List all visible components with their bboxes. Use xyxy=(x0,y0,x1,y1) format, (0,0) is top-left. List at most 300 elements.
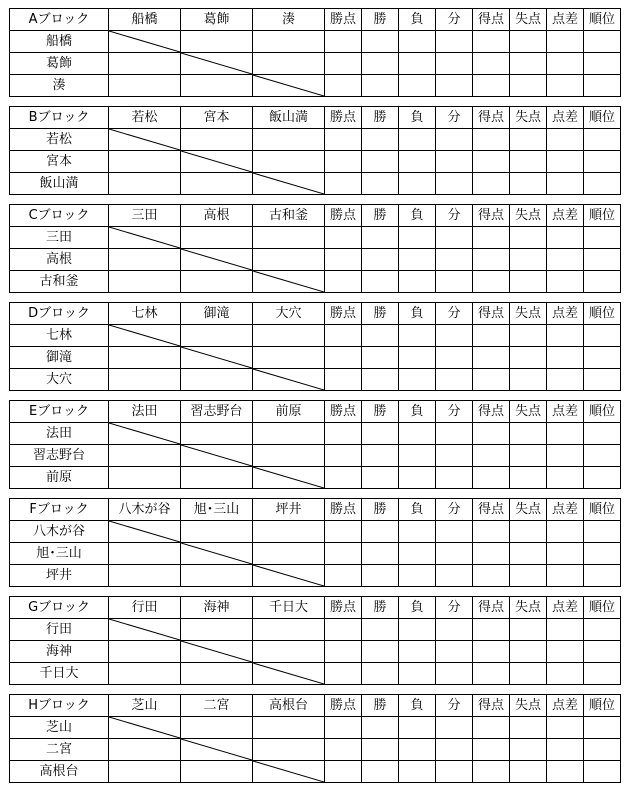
stat-value-cell[interactable] xyxy=(399,641,436,663)
stat-value-cell[interactable] xyxy=(325,75,362,97)
team-column-header: 宮本 xyxy=(181,107,253,129)
stat-value-cell[interactable] xyxy=(510,271,547,293)
self-match-cell[interactable] xyxy=(109,325,181,347)
stat-value-cell[interactable] xyxy=(325,53,362,75)
match-result-cell[interactable] xyxy=(253,227,325,249)
stat-value-cell[interactable] xyxy=(473,739,510,761)
stat-value-cell[interactable] xyxy=(436,663,473,685)
stat-value-cell[interactable] xyxy=(362,31,399,53)
match-result-cell[interactable] xyxy=(181,31,253,53)
stat-value-cell[interactable] xyxy=(362,663,399,685)
match-result-cell[interactable] xyxy=(109,761,181,783)
self-match-cell[interactable] xyxy=(253,467,325,489)
match-result-cell[interactable] xyxy=(253,129,325,151)
match-result-cell[interactable] xyxy=(253,325,325,347)
team-row-name: 海神 xyxy=(10,641,109,663)
stat-value-cell[interactable] xyxy=(547,619,584,641)
self-match-cell[interactable] xyxy=(181,641,253,663)
match-result-cell[interactable] xyxy=(181,129,253,151)
stat-value-cell[interactable] xyxy=(584,173,621,195)
self-match-cell[interactable] xyxy=(181,249,253,271)
stat-value-cell[interactable] xyxy=(436,151,473,173)
match-result-cell[interactable] xyxy=(181,717,253,739)
team-column-header: 葛飾 xyxy=(181,9,253,31)
stat-value-cell[interactable] xyxy=(436,641,473,663)
stat-value-cell[interactable] xyxy=(436,445,473,467)
match-result-cell[interactable] xyxy=(109,565,181,587)
match-result-cell[interactable] xyxy=(109,467,181,489)
stat-value-cell[interactable] xyxy=(436,565,473,587)
stat-value-cell[interactable] xyxy=(547,369,584,391)
self-match-cell[interactable] xyxy=(253,565,325,587)
stat-value-cell[interactable] xyxy=(584,445,621,467)
stat-value-cell[interactable] xyxy=(325,445,362,467)
stat-value-cell[interactable] xyxy=(473,129,510,151)
match-result-cell[interactable] xyxy=(109,249,181,271)
stat-value-cell[interactable] xyxy=(325,717,362,739)
stat-value-cell[interactable] xyxy=(510,445,547,467)
stat-value-cell[interactable] xyxy=(399,173,436,195)
match-result-cell[interactable] xyxy=(181,423,253,445)
stat-value-cell[interactable] xyxy=(547,521,584,543)
stat-value-cell[interactable] xyxy=(547,75,584,97)
stat-value-cell[interactable] xyxy=(436,129,473,151)
stat-value-cell[interactable] xyxy=(325,521,362,543)
team-column-header: 高根台 xyxy=(253,695,325,717)
stat-value-cell[interactable] xyxy=(325,129,362,151)
stat-value-cell[interactable] xyxy=(510,75,547,97)
self-match-cell[interactable] xyxy=(253,761,325,783)
self-match-cell[interactable] xyxy=(109,423,181,445)
team-column-header: 旭･三山 xyxy=(181,499,253,521)
stat-value-cell[interactable] xyxy=(584,717,621,739)
stat-value-cell[interactable] xyxy=(547,31,584,53)
stat-value-cell[interactable] xyxy=(473,347,510,369)
stat-value-cell[interactable] xyxy=(325,271,362,293)
match-result-cell[interactable] xyxy=(181,663,253,685)
stat-value-cell[interactable] xyxy=(399,75,436,97)
stat-value-cell[interactable] xyxy=(584,75,621,97)
stat-value-cell[interactable] xyxy=(325,663,362,685)
self-match-cell[interactable] xyxy=(253,75,325,97)
self-match-cell[interactable] xyxy=(253,369,325,391)
stat-value-cell[interactable] xyxy=(510,641,547,663)
stat-value-cell[interactable] xyxy=(473,271,510,293)
stat-value-cell[interactable] xyxy=(547,249,584,271)
stat-value-cell[interactable] xyxy=(510,565,547,587)
stat-value-cell[interactable] xyxy=(547,227,584,249)
stat-value-cell[interactable] xyxy=(399,445,436,467)
match-result-cell[interactable] xyxy=(253,619,325,641)
match-result-cell[interactable] xyxy=(181,271,253,293)
team-row xyxy=(10,521,621,543)
stat-value-cell[interactable] xyxy=(547,445,584,467)
stat-value-cell[interactable] xyxy=(510,521,547,543)
stat-value-cell[interactable] xyxy=(473,173,510,195)
stat-value-cell[interactable] xyxy=(436,75,473,97)
team-column-header: 前原 xyxy=(253,401,325,423)
diagonal-slash xyxy=(253,75,324,96)
match-result-cell[interactable] xyxy=(253,739,325,761)
stat-value-cell[interactable] xyxy=(399,543,436,565)
stat-value-cell[interactable] xyxy=(436,423,473,445)
stat-value-cell[interactable] xyxy=(584,739,621,761)
stat-value-cell[interactable] xyxy=(362,445,399,467)
match-result-cell[interactable] xyxy=(109,151,181,173)
stat-value-cell[interactable] xyxy=(547,151,584,173)
stat-value-cell[interactable] xyxy=(436,227,473,249)
stat-value-cell[interactable] xyxy=(399,249,436,271)
stat-value-cell[interactable] xyxy=(584,271,621,293)
stat-value-cell[interactable] xyxy=(547,717,584,739)
team-column-header: 海神 xyxy=(181,597,253,619)
match-result-cell[interactable] xyxy=(253,543,325,565)
stat-value-cell[interactable] xyxy=(399,739,436,761)
stat-value-cell[interactable] xyxy=(584,151,621,173)
diagonal-slash xyxy=(253,271,324,292)
stat-value-cell[interactable] xyxy=(362,543,399,565)
match-result-cell[interactable] xyxy=(253,521,325,543)
self-match-cell[interactable] xyxy=(109,129,181,151)
stat-value-cell[interactable] xyxy=(510,227,547,249)
stat-value-cell[interactable] xyxy=(473,565,510,587)
stat-value-cell[interactable] xyxy=(362,325,399,347)
stat-value-cell[interactable] xyxy=(510,53,547,75)
self-match-cell[interactable] xyxy=(181,739,253,761)
stat-value-cell[interactable] xyxy=(399,717,436,739)
stat-value-cell[interactable] xyxy=(473,467,510,489)
stat-value-cell[interactable] xyxy=(510,619,547,641)
self-match-cell[interactable] xyxy=(109,717,181,739)
stat-value-cell[interactable] xyxy=(325,423,362,445)
stat-value-cell[interactable] xyxy=(510,423,547,445)
match-result-cell[interactable] xyxy=(109,445,181,467)
stat-value-cell[interactable] xyxy=(362,717,399,739)
stat-value-cell[interactable] xyxy=(436,619,473,641)
block-label: Fブロック xyxy=(10,499,109,521)
stat-value-cell[interactable] xyxy=(399,227,436,249)
block-label: Gブロック xyxy=(10,597,109,619)
match-result-cell[interactable] xyxy=(253,641,325,663)
stat-value-cell[interactable] xyxy=(325,173,362,195)
stat-value-cell[interactable] xyxy=(362,173,399,195)
stat-value-cell[interactable] xyxy=(584,347,621,369)
team-row-name: 古和釜 xyxy=(10,271,109,293)
match-result-cell[interactable] xyxy=(181,75,253,97)
stat-value-cell[interactable] xyxy=(325,31,362,53)
stat-value-cell[interactable] xyxy=(399,619,436,641)
stat-value-cell[interactable] xyxy=(510,717,547,739)
self-match-cell[interactable] xyxy=(181,543,253,565)
stat-value-cell[interactable] xyxy=(584,663,621,685)
match-result-cell[interactable] xyxy=(109,271,181,293)
stat-value-cell[interactable] xyxy=(399,325,436,347)
stat-value-cell[interactable] xyxy=(584,761,621,783)
match-result-cell[interactable] xyxy=(253,445,325,467)
stat-value-cell[interactable] xyxy=(547,325,584,347)
stat-value-cell[interactable] xyxy=(362,761,399,783)
stat-value-cell[interactable] xyxy=(510,325,547,347)
stat-value-cell[interactable] xyxy=(510,173,547,195)
stat-value-cell[interactable] xyxy=(473,227,510,249)
stat-value-cell[interactable] xyxy=(436,369,473,391)
match-result-cell[interactable] xyxy=(181,565,253,587)
stat-value-cell[interactable] xyxy=(473,663,510,685)
stat-value-cell[interactable] xyxy=(584,641,621,663)
match-result-cell[interactable] xyxy=(109,641,181,663)
stat-value-cell[interactable] xyxy=(547,423,584,445)
stat-value-cell[interactable] xyxy=(436,543,473,565)
stat-value-cell[interactable] xyxy=(510,151,547,173)
self-match-cell[interactable] xyxy=(253,271,325,293)
match-result-cell[interactable] xyxy=(181,521,253,543)
block-table xyxy=(9,302,621,391)
stat-column-header: 失点 xyxy=(510,107,547,129)
stat-value-cell[interactable] xyxy=(473,761,510,783)
self-match-cell[interactable] xyxy=(253,173,325,195)
team-row-name: 湊 xyxy=(10,75,109,97)
stat-value-cell[interactable] xyxy=(325,325,362,347)
stat-value-cell[interactable] xyxy=(584,227,621,249)
stat-value-cell[interactable] xyxy=(547,761,584,783)
stat-value-cell[interactable] xyxy=(436,325,473,347)
stat-value-cell[interactable] xyxy=(362,565,399,587)
stat-value-cell[interactable] xyxy=(399,761,436,783)
stat-value-cell[interactable] xyxy=(399,663,436,685)
match-result-cell[interactable] xyxy=(109,543,181,565)
stat-value-cell[interactable] xyxy=(362,75,399,97)
stat-value-cell[interactable] xyxy=(399,565,436,587)
stat-value-cell[interactable] xyxy=(325,347,362,369)
stat-value-cell[interactable] xyxy=(325,227,362,249)
stat-value-cell[interactable] xyxy=(510,129,547,151)
self-match-cell[interactable] xyxy=(109,31,181,53)
stat-value-cell[interactable] xyxy=(510,369,547,391)
stat-value-cell[interactable] xyxy=(547,173,584,195)
stat-value-cell[interactable] xyxy=(436,739,473,761)
stat-column-header: 勝 xyxy=(362,597,399,619)
stat-value-cell[interactable] xyxy=(547,543,584,565)
stat-value-cell[interactable] xyxy=(584,31,621,53)
stat-value-cell[interactable] xyxy=(584,423,621,445)
stat-value-cell[interactable] xyxy=(584,619,621,641)
stat-value-cell[interactable] xyxy=(325,369,362,391)
stat-value-cell[interactable] xyxy=(473,423,510,445)
match-result-cell[interactable] xyxy=(181,369,253,391)
match-result-cell[interactable] xyxy=(253,31,325,53)
stat-value-cell[interactable] xyxy=(362,739,399,761)
stat-value-cell[interactable] xyxy=(473,717,510,739)
stat-value-cell[interactable] xyxy=(547,347,584,369)
stat-column-header: 勝点 xyxy=(325,695,362,717)
self-match-cell[interactable] xyxy=(109,227,181,249)
block-label: Dブロック xyxy=(10,303,109,325)
stat-value-cell[interactable] xyxy=(473,151,510,173)
block-table xyxy=(9,400,621,489)
match-result-cell[interactable] xyxy=(181,619,253,641)
team-row-name: 行田 xyxy=(10,619,109,641)
stat-value-cell[interactable] xyxy=(510,663,547,685)
stat-value-cell[interactable] xyxy=(436,271,473,293)
stat-value-cell[interactable] xyxy=(362,347,399,369)
match-result-cell[interactable] xyxy=(109,75,181,97)
match-result-cell[interactable] xyxy=(253,717,325,739)
stat-value-cell[interactable] xyxy=(325,619,362,641)
match-result-cell[interactable] xyxy=(181,467,253,489)
stat-value-cell[interactable] xyxy=(362,249,399,271)
stat-value-cell[interactable] xyxy=(473,641,510,663)
match-result-cell[interactable] xyxy=(109,739,181,761)
stat-value-cell[interactable] xyxy=(547,129,584,151)
stat-value-cell[interactable] xyxy=(436,347,473,369)
stat-value-cell[interactable] xyxy=(362,467,399,489)
stat-value-cell[interactable] xyxy=(547,739,584,761)
stat-value-cell[interactable] xyxy=(584,249,621,271)
stat-value-cell[interactable] xyxy=(399,467,436,489)
stat-value-cell[interactable] xyxy=(362,53,399,75)
match-result-cell[interactable] xyxy=(109,173,181,195)
team-row xyxy=(10,151,621,173)
stat-value-cell[interactable] xyxy=(325,467,362,489)
match-result-cell[interactable] xyxy=(253,249,325,271)
stat-value-cell[interactable] xyxy=(584,369,621,391)
stat-value-cell[interactable] xyxy=(436,467,473,489)
stat-value-cell[interactable] xyxy=(473,619,510,641)
team-row xyxy=(10,347,621,369)
stat-value-cell[interactable] xyxy=(399,423,436,445)
stat-value-cell[interactable] xyxy=(325,249,362,271)
stat-value-cell[interactable] xyxy=(362,271,399,293)
stat-value-cell[interactable] xyxy=(362,423,399,445)
stat-value-cell[interactable] xyxy=(362,227,399,249)
stat-value-cell[interactable] xyxy=(362,619,399,641)
stat-value-cell[interactable] xyxy=(510,347,547,369)
stat-value-cell[interactable] xyxy=(510,739,547,761)
stat-value-cell[interactable] xyxy=(473,325,510,347)
match-result-cell[interactable] xyxy=(181,325,253,347)
stat-value-cell[interactable] xyxy=(399,129,436,151)
stat-value-cell[interactable] xyxy=(362,129,399,151)
self-match-cell[interactable] xyxy=(253,663,325,685)
header-row xyxy=(10,9,621,31)
stat-value-cell[interactable] xyxy=(399,521,436,543)
stat-value-cell[interactable] xyxy=(473,249,510,271)
match-result-cell[interactable] xyxy=(253,151,325,173)
stat-value-cell[interactable] xyxy=(547,663,584,685)
stat-value-cell[interactable] xyxy=(436,31,473,53)
match-result-cell[interactable] xyxy=(181,173,253,195)
stat-column-header: 点差 xyxy=(547,401,584,423)
header-row xyxy=(10,401,621,423)
team-row-name: 飯山満 xyxy=(10,173,109,195)
stat-value-cell[interactable] xyxy=(325,543,362,565)
stat-value-cell[interactable] xyxy=(510,761,547,783)
stat-value-cell[interactable] xyxy=(584,521,621,543)
stat-value-cell[interactable] xyxy=(584,565,621,587)
match-result-cell[interactable] xyxy=(253,53,325,75)
match-result-cell[interactable] xyxy=(253,347,325,369)
stat-value-cell[interactable] xyxy=(547,53,584,75)
stat-value-cell[interactable] xyxy=(436,761,473,783)
match-result-cell[interactable] xyxy=(109,663,181,685)
stat-value-cell[interactable] xyxy=(473,521,510,543)
stat-value-cell[interactable] xyxy=(584,467,621,489)
team-row xyxy=(10,31,621,53)
stat-value-cell[interactable] xyxy=(584,129,621,151)
self-match-cell[interactable] xyxy=(109,521,181,543)
stat-value-cell[interactable] xyxy=(510,249,547,271)
stat-value-cell[interactable] xyxy=(436,521,473,543)
stat-value-cell[interactable] xyxy=(325,151,362,173)
stat-value-cell[interactable] xyxy=(399,151,436,173)
stat-value-cell[interactable] xyxy=(399,53,436,75)
stat-value-cell[interactable] xyxy=(510,543,547,565)
stat-value-cell[interactable] xyxy=(547,467,584,489)
team-column-header: 習志野台 xyxy=(181,401,253,423)
stat-value-cell[interactable] xyxy=(473,53,510,75)
stat-value-cell[interactable] xyxy=(547,271,584,293)
stat-value-cell[interactable] xyxy=(436,249,473,271)
stat-value-cell[interactable] xyxy=(325,565,362,587)
self-match-cell[interactable] xyxy=(181,445,253,467)
stat-value-cell[interactable] xyxy=(473,445,510,467)
stat-value-cell[interactable] xyxy=(473,31,510,53)
team-row xyxy=(10,467,621,489)
self-match-cell[interactable] xyxy=(181,151,253,173)
stat-value-cell[interactable] xyxy=(547,641,584,663)
stat-value-cell[interactable] xyxy=(325,641,362,663)
stat-value-cell[interactable] xyxy=(362,151,399,173)
match-result-cell[interactable] xyxy=(253,423,325,445)
stat-column-header: 失点 xyxy=(510,205,547,227)
team-row xyxy=(10,739,621,761)
stat-value-cell[interactable] xyxy=(584,543,621,565)
stat-value-cell[interactable] xyxy=(362,641,399,663)
stat-value-cell[interactable] xyxy=(436,717,473,739)
stat-value-cell[interactable] xyxy=(325,739,362,761)
stat-value-cell[interactable] xyxy=(399,347,436,369)
match-result-cell[interactable] xyxy=(109,369,181,391)
stat-value-cell[interactable] xyxy=(473,75,510,97)
stat-value-cell[interactable] xyxy=(473,543,510,565)
match-result-cell[interactable] xyxy=(109,347,181,369)
stat-value-cell[interactable] xyxy=(436,173,473,195)
stat-value-cell[interactable] xyxy=(584,53,621,75)
stat-value-cell[interactable] xyxy=(399,31,436,53)
stat-value-cell[interactable] xyxy=(473,369,510,391)
team-row xyxy=(10,369,621,391)
stat-value-cell[interactable] xyxy=(362,369,399,391)
stat-value-cell[interactable] xyxy=(399,369,436,391)
match-result-cell[interactable] xyxy=(181,761,253,783)
stat-value-cell[interactable] xyxy=(510,467,547,489)
stat-value-cell[interactable] xyxy=(399,271,436,293)
team-row xyxy=(10,271,621,293)
stat-value-cell[interactable] xyxy=(584,325,621,347)
stat-value-cell[interactable] xyxy=(436,53,473,75)
match-result-cell[interactable] xyxy=(181,227,253,249)
team-column-header: 法田 xyxy=(109,401,181,423)
stat-value-cell[interactable] xyxy=(362,521,399,543)
stat-value-cell[interactable] xyxy=(547,565,584,587)
block-table xyxy=(9,498,621,587)
stat-value-cell[interactable] xyxy=(510,31,547,53)
match-result-cell[interactable] xyxy=(109,53,181,75)
stat-value-cell[interactable] xyxy=(325,761,362,783)
self-match-cell[interactable] xyxy=(181,53,253,75)
self-match-cell[interactable] xyxy=(181,347,253,369)
self-match-cell[interactable] xyxy=(109,619,181,641)
